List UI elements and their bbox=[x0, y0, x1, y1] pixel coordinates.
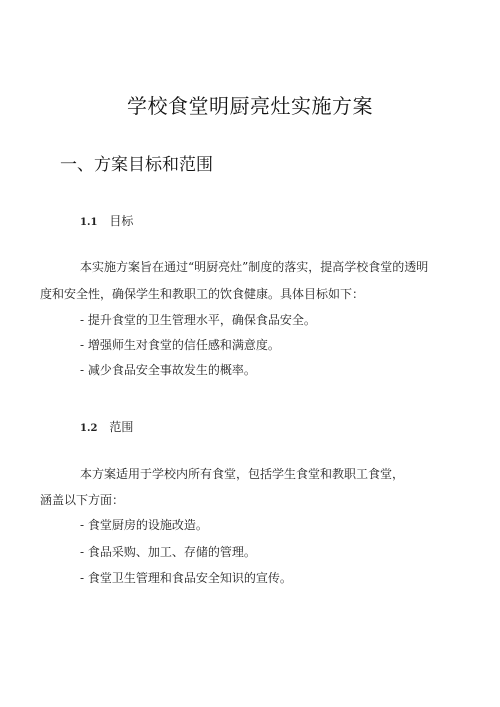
subsection-title: 范围 bbox=[109, 420, 134, 434]
list-item: - 食堂卫生管理和食品安全知识的宣传。 bbox=[80, 571, 292, 585]
document-title: 学校食堂明厨亮灶实施方案 bbox=[127, 94, 373, 118]
list-item: - 提升食堂的卫生管理水平，确保食品安全。 bbox=[80, 313, 316, 327]
subsection-number: 1.2 bbox=[80, 423, 98, 434]
list-item: - 食堂厨房的设施改造。 bbox=[80, 518, 208, 532]
paragraph-line: 本方案适用于学校内所有食堂，包括学生食堂和教职工食堂， bbox=[80, 467, 405, 481]
subsection-heading-1-1 bbox=[80, 212, 133, 229]
paragraph-line: 本实施方案旨在通过“明厨亮灶”制度的落实，提高学校食堂的透明 bbox=[80, 260, 429, 274]
paragraph-line: 涵盖以下方面： bbox=[40, 493, 125, 507]
list-item: - 食品采购、加工、存储的管理。 bbox=[80, 545, 256, 559]
paragraph-line: 度和安全性，确保学生和教职工的饮食健康。具体目标如下： bbox=[40, 287, 365, 301]
section-heading: 一、方案目标和范围 bbox=[60, 155, 213, 175]
subsection-title: 目标 bbox=[109, 214, 134, 228]
subsection-number: 1.1 bbox=[80, 217, 98, 228]
list-item: - 增强师生对食堂的信任感和满意度。 bbox=[80, 338, 280, 352]
list-item: - 减少食品安全事故发生的概率。 bbox=[80, 363, 256, 377]
subsection-heading-1-2 bbox=[80, 418, 133, 435]
